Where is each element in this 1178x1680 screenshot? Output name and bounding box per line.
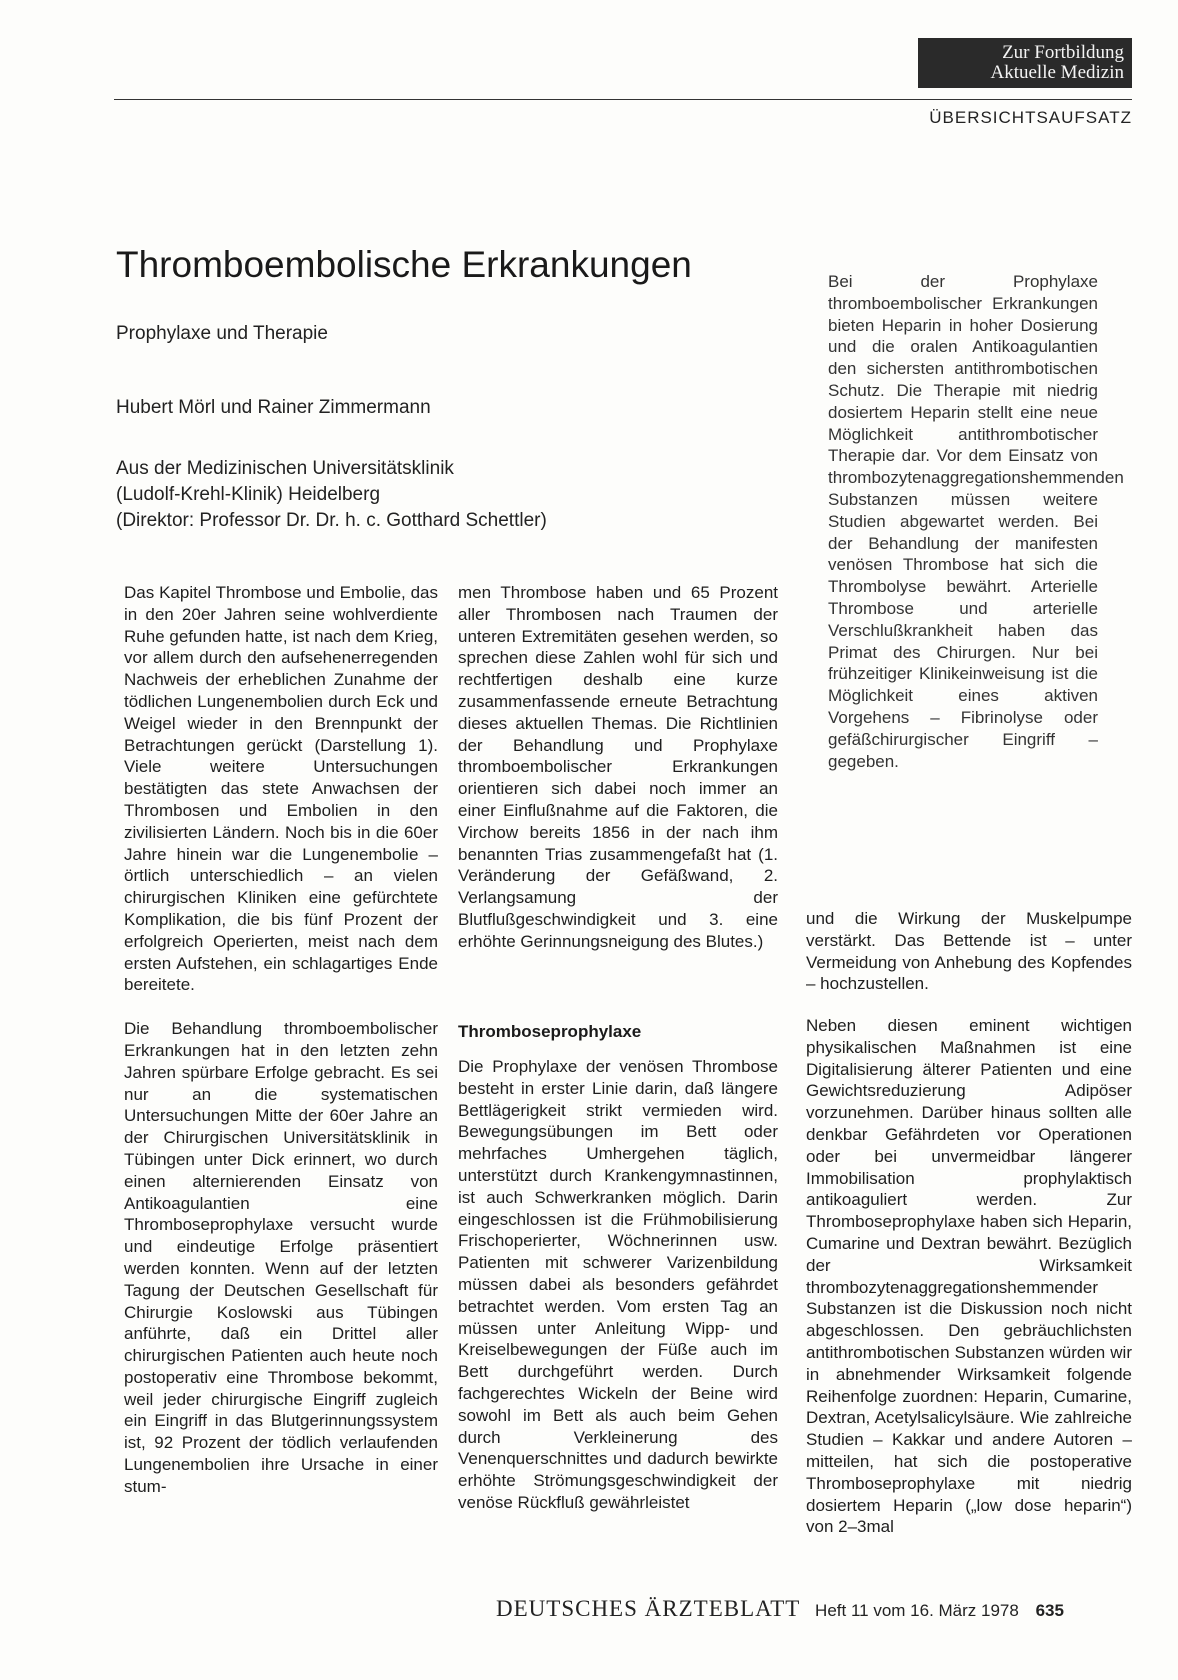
- section-label: ÜBERSICHTSAUFSATZ: [929, 108, 1132, 127]
- body-column-3-continued: [806, 1015, 1132, 1538]
- affiliation-line-2: (Ludolf-Krehl-Klinik) Heidelberg: [116, 484, 381, 505]
- header-rule: [114, 99, 1132, 100]
- body-column-3: [806, 908, 1132, 995]
- body-paragraph: Die Prophylaxe der venösen Thrombose besteht in erster Linie darin, daß längere Bettlägerigkeit strikt vermieden wird. Bewegungsübungen im Bett oder mehrfaches Umhergehen täglich, unterstützt durch Krankengymnastinnen, ist auch Schwerkranken möglich. Darin eingeschlossen ist die Frühmobilisierung Frischoperierter, Wöchnerinnen usw. Patienten mit schwerer Varizenbildung müssen dabei als besonders gefährdet betrachtet werden. Vom ersten Tag an müssen unter Anleitung Wipp- und Kreiselbewegungen der Füße auch im Bett durchgeführt werden. Durch fachgerechtes Wickeln der Beine wird sowohl im Bett als auch beim Gehen durch Verkleinerung des Venenquerschnittes und dadurch bewirkte erhöhte Strömungsgeschwindigkeit der venöse Rückfluß gewährleistet: [458, 1057, 778, 1512]
- body-paragraph: Die Behandlung thromboembolischer Erkrankungen hat in den letzten zehn Jahren spürbare Erfolge gebracht. Es sei nur an die systematischen Untersuchungen Mitte der 60er Jahre an der Chirurgischen Universitätsklinik in Tübingen unter Dick erinnert, wo durch einen alternierenden Einsatz von Antikoagulantien eine Thromboseprophylaxe versucht wurde und eindeutige Erfolge präsentiert werden konnten. Wenn auf der letzten Tagung der Deutschen Gesellschaft für Chirurgie Koslowski aus Tübingen anführte, daß ein Drittel aller chirurgischen Patienten auch heute noch postoperativ eine Thrombose bekommt, weil jeder chirurgische Eingriff zugleich ein Eingriff in das Blutgerinnungssystem ist, 92 Prozent der tödlich verlaufenden Lungenembolien ihre Ursache in einer stum-: [124, 1019, 438, 1496]
- affiliation-line-3: (Direktor: Professor Dr. Dr. h. c. Gotthard Schettler): [116, 510, 547, 531]
- body-paragraph: und die Wirkung der Muskelpumpe verstärkt. Das Bettende ist – unter Vermeidung von Anhebung des Kopfendes – hochzustellen.: [806, 909, 1132, 994]
- journal-name: DEUTSCHES ÄRZTEBLATT: [496, 1596, 801, 1621]
- affiliation-line-1: Aus der Medizinischen Universitätsklinik: [116, 458, 454, 479]
- page-footer: [496, 1596, 1064, 1622]
- article-title: Thromboembolische Erkrankungen: [116, 244, 692, 285]
- body-column-2: [458, 582, 778, 953]
- section-heading: Thromboseprophylaxe: [458, 1022, 642, 1041]
- issue-info: Heft 11 vom 16. März 1978: [815, 1601, 1019, 1620]
- article-subtitle: Prophylaxe und Therapie: [116, 323, 328, 344]
- body-column-1: [124, 582, 438, 1498]
- body-column-2-continued: [458, 1056, 778, 1514]
- article-authors: Hubert Mörl und Rainer Zimmermann: [116, 397, 431, 418]
- body-paragraph: Neben diesen eminent wichtigen physikalischen Maßnahmen ist eine Digitalisierung älterer Patienten und eine Gewichtsreduzierung Adipöser vorzunehmen. Darüber hinaus sollten alle denkbar Gefährdeten vor Operationen oder bei unvermeidbar längerer Immobilisation prophylaktisch antikoaguliert werden. Zur Thromboseprophylaxe haben sich Heparin, Cumarine und Dextran bewährt. Bezüglich der Wirksamkeit thrombozytenaggregationshemmender Substanzen ist die Diskussion noch nicht abgeschlossen. Den gebräuchlichsten antithrombotischen Substanzen würden wir in abnehmender Wirksamkeit folgende Reihenfolge zuordnen: Heparin, Cumarine, Dextran, Acetylsalicylsäure. Wie zahlreiche Studien – Kakkar und andere Autoren – mitteilen, hat sich die postoperative Thromboseprophylaxe mit niedrig dosiertem Heparin („low dose heparin“) von 2–3mal: [806, 1016, 1132, 1537]
- article-affiliation: [116, 456, 547, 534]
- section-badge: [918, 38, 1132, 88]
- body-paragraph: men Thrombose haben und 65 Prozent aller Thrombosen nach Traumen der unteren Extremitäten gesehen werden, so sprechen diese Zahlen wohl für sich und rechtfertigen deshalb eine kurze zusammenfassende erneute Betrachtung dieses aktuellen Themas. Die Richtlinien der Behandlung und Prophylaxe thromboembolischer Erkrankungen orientieren sich dabei noch immer an einer Einflußnahme auf die Faktoren, die Virchow bereits 1856 in der nach ihm benannten Trias zusammengefaßt hat (1. Veränderung der Gefäßwand, 2. Verlangsamung der Blutflußgeschwindigkeit und 3. eine erhöhte Gerinnungsneigung des Blutes.): [458, 583, 778, 951]
- body-paragraph: Das Kapitel Thrombose und Embolie, das in den 20er Jahren seine wohlverdiente Ruhe gefunden hatte, ist nach dem Krieg, vor allem durch den aufsehenerregenden Nachweis der erheblichen Zunahme der tödlichen Lungenembolien durch Eck und Weigel wieder in den Brennpunkt der Betrachtungen gerückt (Darstellung 1). Viele weitere Untersuchungen bestätigten das stete Anwachsen der Thrombosen und Embolien in den zivilisierten Ländern. Noch bis in die 60er Jahre hinein war die Lungenembolie – örtlich unterschiedlich – an vielen chirurgischen Kliniken eine gefürchtete Komplikation, die bis fünf Prozent der erfolgreich Operierten, meist nach dem ersten Aufstehen, ein schlagartiges Ende bereitete.: [124, 583, 438, 995]
- page-number: 635: [1035, 1601, 1064, 1620]
- badge-line-2: Aktuelle Medizin: [990, 62, 1124, 83]
- article-abstract: Bei der Prophylaxe thromboembolischer Erkrankungen bieten Heparin in hoher Dosierung und die oralen Antikoagulantien den sichersten antithrombotischen Schutz. Die Therapie mit niedrig dosiertem Heparin stellt eine neue Möglichkeit antithrombotischer Therapie dar. Vor dem Einsatz von thrombozytenaggregationshemmenden Substanzen müssen weitere Studien abgewartet werden. Bei der Behandlung der manifesten venösen Thrombose hat sich die Thrombolyse bewährt. Arterielle Thrombose und arterielle Verschlußkrankheit haben das Primat des Chirurgen. Nur bei frühzeitiger Klinikeinweisung ist die Möglichkeit eines aktiven Vorgehens – Fibrinolyse oder gefäßchirurgischer Eingriff – gegeben.: [828, 272, 1124, 771]
- badge-line-1: Zur Fortbildung: [1002, 42, 1124, 63]
